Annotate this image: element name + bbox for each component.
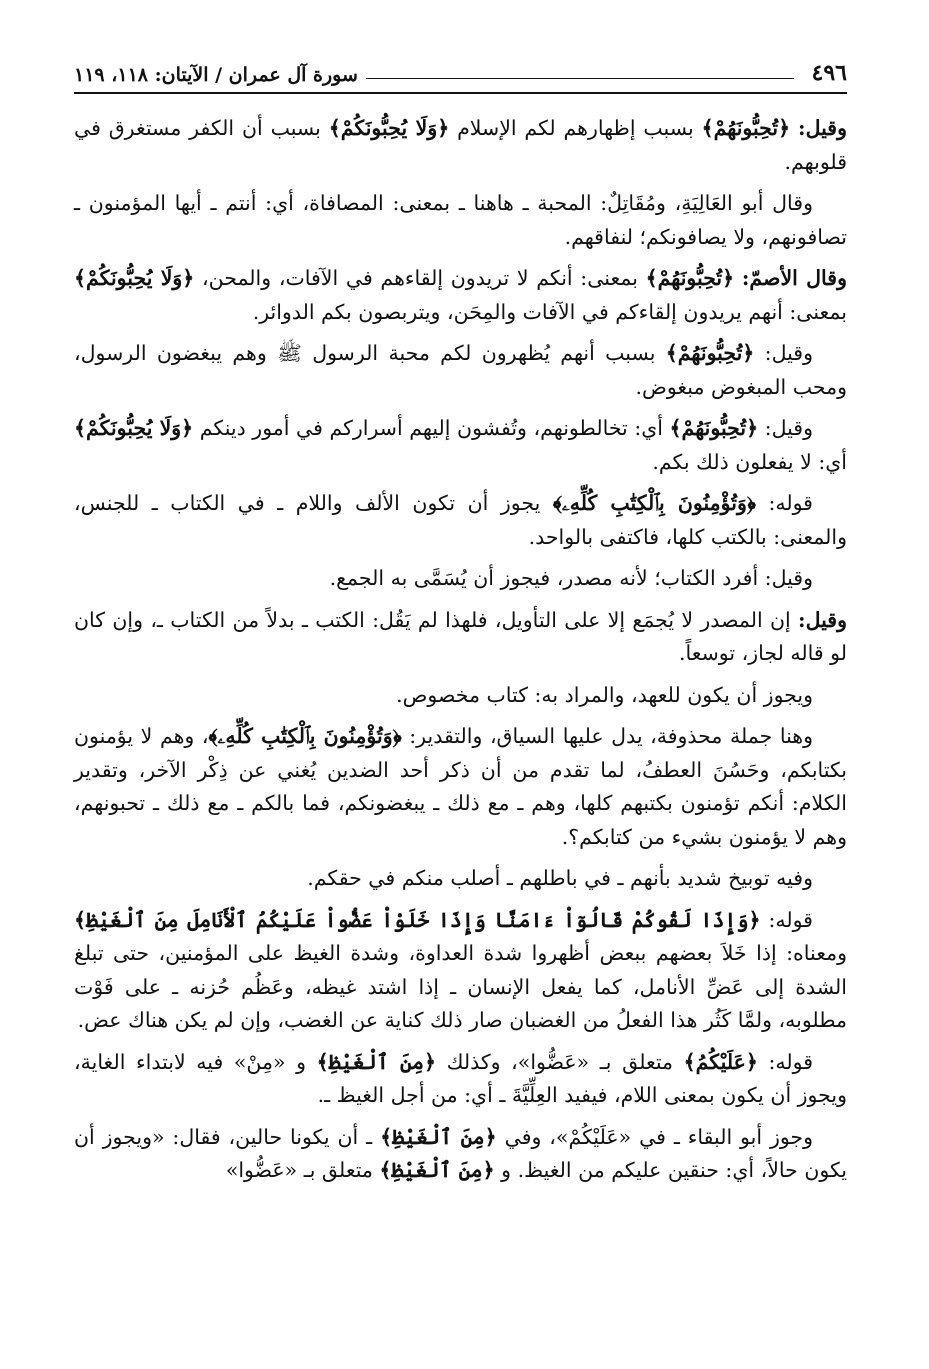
paragraph [74,412,847,479]
prose-text: وقيل: [758,416,813,440]
prose-text: بسبب أنهم يُظهرون لكم محبة الرسول ﷺ وهم يبغضون الرسول، ومحب المبغوض مبغوض. [74,341,847,399]
quran-quote: ﴿وَتُؤْمِنُونَ بِٱلْكِتَٰبِ كُلِّهِۦ﴾ [208,724,402,748]
paragraph [74,679,847,713]
quran-quote: ﴿عَلَيْكُمُ﴾ [683,1049,758,1074]
lead-phrase: وقيل: [798,116,847,140]
prose-text: أي: تخالطونهم، وتُفشون إليهم أسراركم في أمور دينكم [193,416,670,440]
lead-phrase: وقال الأصمّ: [741,266,847,290]
lead-phrase: وقيل: [798,607,847,632]
prose-text: وقال أبو العَالِيَةِ، ومُقَاتِلٌ: المحبة ـ هاهنا ـ بمعنى: المصافاة، أي: أنتم ـ أيها المؤمنون ـ تصافونهم، ولا يصافونكم؛ لنفاقهم. [74,191,847,249]
quran-quote: ﴿وَإِذَا لَقُوكُمْ قَالُوٓاْ ءَامَنَّا وَإِذَا خَلَوْاْ عَضُّواْ عَلَيْكُمُ ٱلْأَنَامِلَ مِنَ ٱلْغَيْظِ﴾ [74,907,761,932]
paragraph [74,112,847,179]
paragraph [74,262,847,329]
prose-text: ويجوز أن يكون للعهد، والمراد به: كتاب مخصوص. [396,682,813,707]
prose-text: وجوز أبو البقاء ـ في «عَلَيْكُمْ»، وفي [496,1124,814,1149]
quran-quote: ﴿وَلَا يُحِبُّونَكُمْ﴾ [74,416,194,440]
paragraph [74,337,847,404]
prose-text: يجوز أن تكون الألف واللام ـ في الكتاب ـ للجنس، والمعنى: بالكتب كلها، فاكتفى بالواحد. [74,491,847,549]
prose-text: ومعناه: إذا خَلاَ بعضهم ببعض أظهروا شدة العداوة، وشدة الغيظ على المؤمنين، حتى تبلغ الشدة إلى عَضِّ الأنامل، كما يفعل الإنسان ـ إذا اشتد غيظه، وعَظُم حُزنه ـ على فَوْت مطلوبه، ولمَّا كَثُر هذا الفعلُ من الغضبان صار ذلك كناية عن الغضب، وإن لم يكن هناك عض. [74,941,847,1032]
prose-text: قوله: [757,1049,814,1074]
prose-text: ، وهم لا يؤمنون بكتابكم، وحَسُنَ العطفُ، لما تقدم من أن ذكر أحد الضدين يُغني عن ذِكْر الآخر، وتقدير الكلام: أنكم تؤمنون بكتبهم كلها، وهم ـ مع ذلك ـ يبغضونكم، فما بالكم ـ مع ذلك ـ تحبونهم، وهم لا يؤمنون بشيء من كتابكم؟. [74,724,847,849]
quran-quote: ﴿تُحِبُّونَهُمْ﴾ [665,341,755,365]
prose-text: قوله: [760,907,813,932]
body-text [74,112,847,1188]
quran-quote: ﴿مِنَ ٱلْغَيْظِ﴾ [316,1049,437,1074]
quran-quote: ﴿وَلَا يُحِبُّونَكُمْ﴾ [328,116,450,140]
paragraph [74,604,847,671]
prose-text: وقيل: أفرد الكتاب؛ لأنه مصدر، فيجوز أن يُسَمَّى به الجمع. [329,566,813,590]
prose-text: بمعنى: أنكم لا تريدون إلقاءهم في الآفات، والمحن، [194,266,646,290]
prose-text: متعلق بـ «عَضُّوا» [225,1158,380,1182]
paragraph [74,1046,847,1113]
paragraph [74,720,847,854]
paragraph [74,562,847,596]
prose-text: بسبب إظهارهم لكم الإسلام [449,116,702,140]
quran-quote: ﴿تُحِبُّونَهُمْ﴾ [669,416,759,440]
prose-text: قوله: [755,491,813,515]
prose-text: ـ أن يكونا حالين، فقال: «ويجوز أن يكون حالاً، أي: حنقين عليكم من الغيظ. و [74,1124,847,1182]
quran-quote: ﴿وَلَا يُحِبُّونَكُمْ﴾ [74,266,195,290]
paragraph [74,862,847,896]
prose-text: إن المصدر لا يُجمَع إلا على التأويل، فلهذا لم يَقُل: الكتب ـ بدلاً من الكتاب ـ، وإن كان لو قاله لجاز، توسعاً. [74,607,847,665]
quran-quote: ﴿مِنَ ٱلْغَيْظِ﴾ [379,1158,495,1182]
prose-text: بسبب أن الكفر مستغرق في قلوبهم. [74,116,847,174]
page-number: ٤٩٦ [811,60,847,86]
quran-quote: ﴿تُحِبُّونَهُمْ﴾ [701,116,791,140]
header-title: سورة آل عمران / الآيتان: ١١٨، ١١٩ [74,64,358,86]
quran-quote: ﴿تُحِبُّونَهُمْ﴾ [645,266,735,290]
prose-text: وهنا جملة محذوفة، يدل عليها السياق، والتقدير: [401,724,813,748]
header-rule [366,78,794,79]
paragraph [74,487,847,554]
quran-quote: ﴿مِنَ ٱلْغَيْظِ﴾ [380,1124,497,1149]
paragraph [74,187,847,254]
running-head [74,52,847,86]
quran-quote: ﴿وَتُؤْمِنُونَ بِٱلْكِتَٰبِ كُلِّهِۦ﴾ [552,491,756,515]
prose-text: متعلق بـ «عَضُّوا»، وكذلك [436,1049,684,1074]
prose-text: وقيل: [754,341,813,365]
paragraph [74,1121,847,1188]
prose-text: أي: لا يفعلون ذلك بكم. [652,449,847,474]
prose-text: وفيه توبيخ شديد بأنهم ـ في باطلهم ـ أصلب منكم في حقكم. [307,866,813,890]
header-divider [74,92,847,94]
prose-text: و «مِنْ» فيه لابتداء الغاية، ويجوز أن يكون بمعنى اللام، فيفيد العِلِّيَّةَ ـ أي: من أجل الغيظ ـ. [74,1049,847,1107]
paragraph [74,904,847,1038]
prose-text: بمعنى: أنهم يريدون إلقاءكم في الآفات والمِحَن، ويتربصون بكم الدوائر. [252,299,847,324]
